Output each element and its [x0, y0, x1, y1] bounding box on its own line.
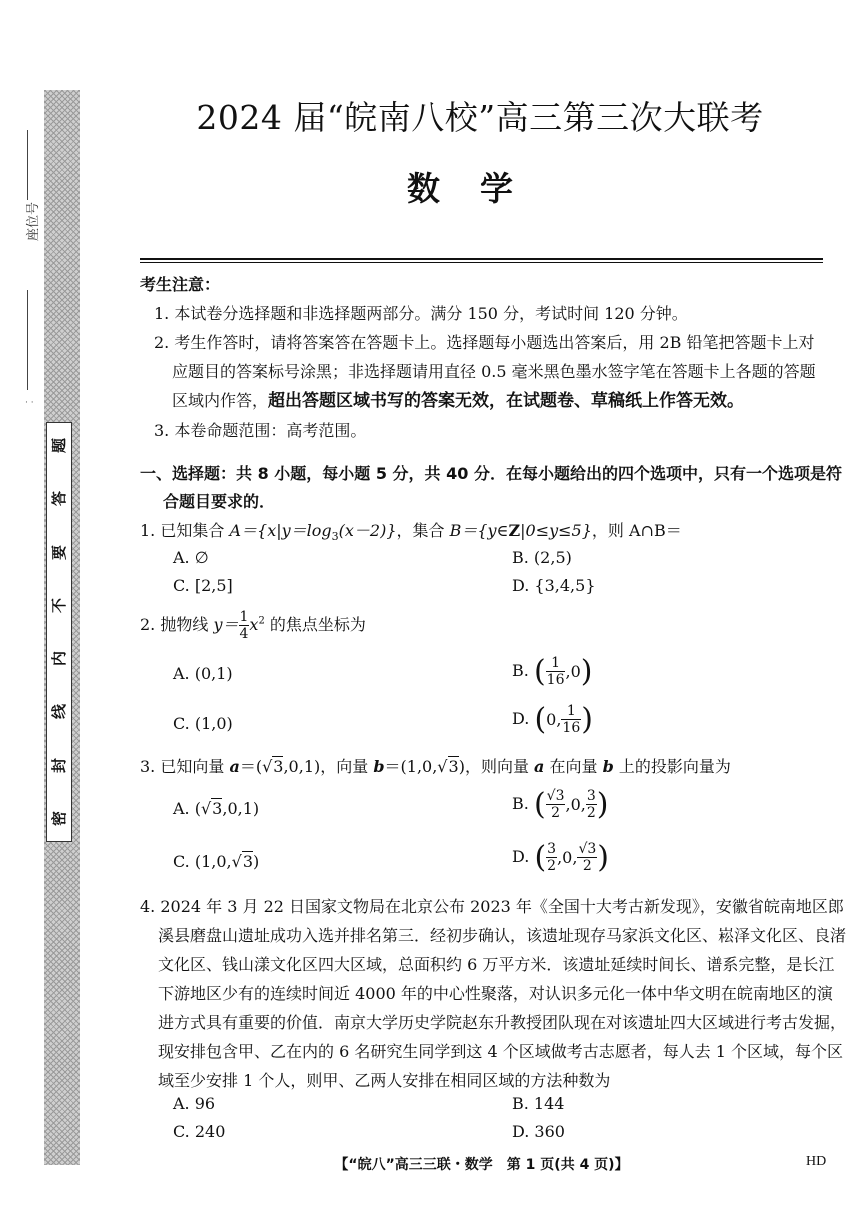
- q3-b-numerator-1: √3: [546, 788, 565, 804]
- q2-d-fraction: [561, 704, 581, 735]
- q2-b-denominator: 16: [546, 672, 565, 688]
- q3-text: ,0,1)，向量: [283, 757, 374, 776]
- q3-b-fraction-1: [546, 789, 566, 820]
- q4-option-c: C. 240: [173, 1122, 226, 1141]
- q3-text: 上的投影向量为: [613, 757, 731, 776]
- q2-b-numerator: 1: [546, 656, 566, 672]
- q3-vector-a: a: [534, 757, 545, 776]
- q1-log-base: 3: [331, 530, 339, 544]
- q1-option-c: C. [2,5]: [173, 576, 233, 595]
- q2-x: x: [249, 615, 259, 634]
- q3-option-b: [512, 787, 608, 822]
- q3-d-denominator-2: 2: [582, 858, 592, 874]
- binding-mark: · ·: [25, 398, 34, 408]
- q3-a-text: A. (√: [173, 799, 212, 818]
- q3-a-radicand: 3: [212, 799, 223, 818]
- notice-item-2-emphasis: 超出答题区域书写的答案无效，在试题卷、草稿纸上作答无效。: [268, 391, 745, 411]
- q2-d-label: D.: [512, 709, 535, 728]
- notice-item-1: 1. 本试卷分选择题和非选择题两部分。满分 150 分，考试时间 120 分钟。: [154, 304, 688, 323]
- q3-d-mid: ,0,: [557, 848, 578, 867]
- q3-option-d: [512, 840, 609, 875]
- seal-char: 线: [50, 704, 69, 720]
- header-rule: [140, 258, 823, 260]
- q2-d-denominator: 16: [562, 720, 581, 736]
- q3-text: ＝(1,0,√: [384, 757, 448, 776]
- header-rule: [140, 262, 823, 263]
- q1-text: ，则 A∩B＝: [591, 521, 682, 540]
- page-footer: 【“皖八”高三三联・数学 第 1 页(共 4 页)】: [334, 1157, 629, 1173]
- q2-d-rest: 0,: [546, 710, 562, 729]
- question-1-stem: [140, 518, 830, 543]
- q4-option-b: B. 144: [512, 1094, 565, 1113]
- notice-item-2-text: 2. 考生作答时，请将答案答在答题卡上。选择题每小题选出答案后，用 2B 铅笔把答题卡上对应题目的答案标号涂黑；非选择题请用直径 0.5 毫米黑色墨水签字笔在答题卡上各题的答题区域内作答，: [154, 333, 816, 410]
- q3-d-fraction-1: [546, 842, 557, 873]
- q1-option-b: B. (2,5): [512, 548, 572, 567]
- q2-d-paren: (: [534, 702, 547, 737]
- subject-title: 数学: [407, 169, 553, 208]
- q4-option-d: D. 360: [512, 1122, 565, 1141]
- q3-d-fraction-2: [577, 842, 597, 873]
- q2-option-d: [512, 702, 593, 737]
- q2-text: 2. 抛物线: [140, 615, 214, 634]
- q3-b-fraction-2: [586, 789, 597, 820]
- notice-item-3: 3. 本卷命题范围：高考范围。: [154, 421, 367, 440]
- q3-d-numerator-1: 3: [547, 841, 557, 857]
- seal-char: 答: [50, 491, 69, 507]
- q3-d-denominator-1: 2: [547, 858, 557, 874]
- q2-b-label: B.: [512, 661, 534, 680]
- notice-item-2: [140, 328, 830, 416]
- q4-option-a: A. 96: [173, 1094, 216, 1113]
- exam-title: 2024 届“皖南八校”高三第三次大联考: [196, 98, 764, 137]
- q3-text: )，则向量: [458, 757, 535, 776]
- q3-b-paren: ): [596, 787, 609, 822]
- q2-option-a: A. (0,1): [173, 664, 233, 683]
- q3-text: 在向量: [544, 757, 603, 776]
- q3-d-label: D.: [512, 847, 535, 866]
- q2-b-rest: ,0: [565, 662, 581, 681]
- q1-option-d: D. {3,4,5}: [512, 576, 596, 595]
- q3-text: ＝(√: [239, 757, 273, 776]
- q3-vector-b: b: [602, 757, 614, 776]
- q3-text: 3. 已知向量: [140, 757, 230, 776]
- seal-char: 要: [50, 544, 69, 560]
- q2-b-paren: ): [580, 654, 593, 689]
- notice-heading: 考生注意：: [140, 275, 221, 294]
- seal-char: 不: [50, 597, 69, 613]
- q3-b-label: B.: [512, 794, 534, 813]
- q3-a-text: ,0,1): [222, 799, 260, 818]
- q3-c-text: ): [253, 852, 260, 871]
- q3-vector-b: b: [373, 757, 385, 776]
- q2-fraction: [239, 610, 250, 641]
- q3-b-mid: ,0,: [565, 795, 586, 814]
- q2-y: y＝: [213, 615, 239, 634]
- q1-text: ，集合: [396, 521, 450, 540]
- q3-d-paren: ): [597, 840, 609, 875]
- q2-text: 的焦点坐标为: [264, 615, 366, 634]
- q2-numerator: 1: [239, 609, 249, 625]
- q2-option-b: [512, 654, 592, 689]
- q1-set-b-cond: |0≤y≤5}: [520, 521, 592, 540]
- q2-denominator: 4: [239, 626, 249, 642]
- q2-option-c: C. (1,0): [173, 714, 233, 733]
- q2-b-paren: (: [533, 654, 546, 689]
- q2-power: 2: [258, 615, 265, 627]
- q3-option-c: [173, 852, 259, 871]
- q3-radicand: 3: [273, 757, 284, 776]
- q3-d-paren: (: [534, 840, 547, 875]
- q1-set-a: A＝{x|y＝log: [229, 521, 332, 540]
- question-4-stem: 4. 2024 年 3 月 22 日国家文物局在北京公布 2023 年《全国十大考古新发现》，安徽省皖南地区郎溪县磨盘山遗址成功入选并排名第三．经初步确认，该遗址现存马家浜文化区、崧泽文化区、良渚文化区、钱山漾文化区四大区域，总面积约 6 万平方米．该遗址延续时间长、谱系完整，是长江下游地区少有的连续时间近 4000 年的中心性聚落，对认识多元化一体中华文明在皖南地区的演进方式具有重要的价值．南京大学历史学院赵东升教授团队现在对该遗址四大区域进行考古发掘，现安排包含甲、乙在内的 6 名研究生同学到这 4 个区域做考古志愿者，每人去 1 个区域，每个区域至少安排 1 个人，则甲、乙两人安排在相同区域的方法种数为: [140, 897, 847, 1090]
- q3-d-numerator-2: √3: [578, 841, 597, 857]
- q3-vector-a: a: [229, 757, 240, 776]
- seal-char: 题: [50, 437, 69, 454]
- binding-line: [27, 130, 28, 200]
- seal-char: 内: [50, 651, 69, 667]
- section-heading: 一、选择题：共 8 小题，每小题 5 分，共 40 分．在每小题给出的四个选项中，只有一个选项是符合题目要求的．: [140, 464, 842, 511]
- candidate-notice: [140, 270, 830, 445]
- seal-char: 密: [50, 810, 69, 826]
- q3-b-paren: (: [533, 787, 546, 822]
- q3-b-denominator-1: 2: [551, 805, 561, 821]
- q3-radicand: 3: [448, 757, 459, 776]
- q1-option-a: A. ∅: [173, 548, 209, 567]
- q1-set-a-arg: (x－2)}: [338, 521, 397, 540]
- q1-text: 1. 已知集合: [140, 521, 230, 540]
- q1-integers: Z: [508, 521, 521, 540]
- q2-b-fraction: [546, 656, 566, 687]
- q3-c-radicand: 3: [242, 852, 253, 871]
- q2-d-numerator: 1: [561, 704, 581, 720]
- q1-set-b: B＝{y∈: [449, 521, 509, 540]
- q2-d-paren: ): [581, 702, 593, 737]
- question-2-stem: [140, 610, 830, 641]
- paper-code: HD: [806, 1154, 827, 1169]
- seat-number-label: 座位号: [26, 201, 42, 242]
- q3-option-a: [173, 799, 259, 818]
- question-3-stem: [140, 754, 830, 777]
- q3-b-denominator-2: 2: [586, 805, 596, 821]
- sealing-line-notice: [46, 422, 72, 842]
- q3-c-text: C. (1,0,√: [173, 852, 242, 871]
- seal-char: 封: [50, 757, 69, 773]
- binding-line: [27, 290, 28, 390]
- q3-b-numerator-2: 3: [586, 788, 596, 804]
